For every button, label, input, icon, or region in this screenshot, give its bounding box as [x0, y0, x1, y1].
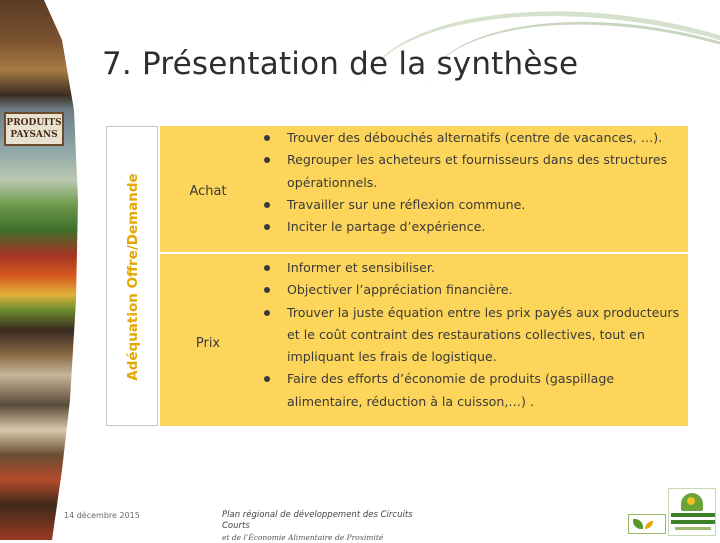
category-label: Adéquation Offre/Demande — [125, 173, 141, 381]
list-item — [262, 194, 686, 216]
slide-title: 7. Présentation de la synthèse — [102, 46, 579, 82]
bullet-text: Faire des efforts d’économie de produits (gaspillage alimentaire, réduction à la cuisson,…) . — [287, 371, 615, 409]
row-achat — [160, 126, 688, 252]
list-item — [262, 279, 686, 301]
bullet-dot-icon — [264, 310, 270, 316]
sign-text: PRODUITS PAYSANS — [6, 118, 62, 140]
footer-plan-line1 — [222, 510, 442, 532]
bullet-dot-icon — [264, 224, 270, 230]
organization-logo — [668, 488, 716, 536]
bullet-text: Trouver la juste équation entre les prix payés aux producteurs et le coût contraint des restaurations collectives, tout en impliquant les frais de logistique. — [287, 304, 680, 365]
bullet-dot-icon — [264, 376, 270, 382]
list-item — [262, 216, 686, 238]
list-item — [262, 368, 686, 413]
logo-text-block — [671, 520, 715, 524]
row-prix — [160, 254, 688, 426]
decorative-photo-strip — [0, 0, 78, 540]
logo-text-block — [675, 527, 711, 530]
bullet-text: Informer et sensibiliser. — [287, 260, 435, 275]
produits-paysans-sign — [4, 112, 64, 146]
list-item — [262, 257, 686, 279]
bullet-text: Objectiver l’appréciation financière. — [287, 282, 513, 298]
bullet-list-achat — [262, 127, 686, 238]
bullet-dot-icon — [264, 287, 270, 293]
bullet-dot-icon — [264, 157, 270, 163]
bullet-dot-icon — [264, 135, 270, 141]
list-item — [262, 302, 686, 369]
footer-plan-title — [222, 510, 442, 543]
bullet-text: Regrouper les acheteurs et fournisseurs dans des structures opérationnels. — [287, 152, 668, 190]
logo-text-block — [671, 513, 715, 517]
leaf-icon — [633, 519, 643, 529]
row-label-achat: Achat — [189, 184, 227, 199]
leaf-icon — [645, 521, 653, 529]
bullet-text: Inciter le partage d’expérience. — [287, 219, 486, 235]
partner-logo — [628, 514, 666, 534]
row-label-prix: Prix — [195, 336, 221, 351]
bullet-list-prix — [262, 257, 686, 413]
footer-plan-line1b-text: Circuits Courts — [222, 510, 413, 531]
footer-plan-line1-text: Plan régional de développement des — [222, 510, 378, 520]
list-item — [262, 127, 686, 149]
bullet-text: Trouver des débouchés alternatifs (centre de vacances, …). — [287, 130, 663, 145]
sun-icon — [687, 497, 695, 505]
category-cell — [106, 126, 158, 426]
footer-date: 14 décembre 2015 — [64, 511, 140, 520]
list-item — [262, 149, 686, 194]
bullet-dot-icon — [264, 202, 270, 208]
bullet-text: Travailler sur une réflexion commune. — [287, 196, 526, 212]
footer-plan-line2: et de l’Économie Alimentaire de Proximité — [222, 533, 384, 542]
bullet-dot-icon — [264, 265, 270, 271]
